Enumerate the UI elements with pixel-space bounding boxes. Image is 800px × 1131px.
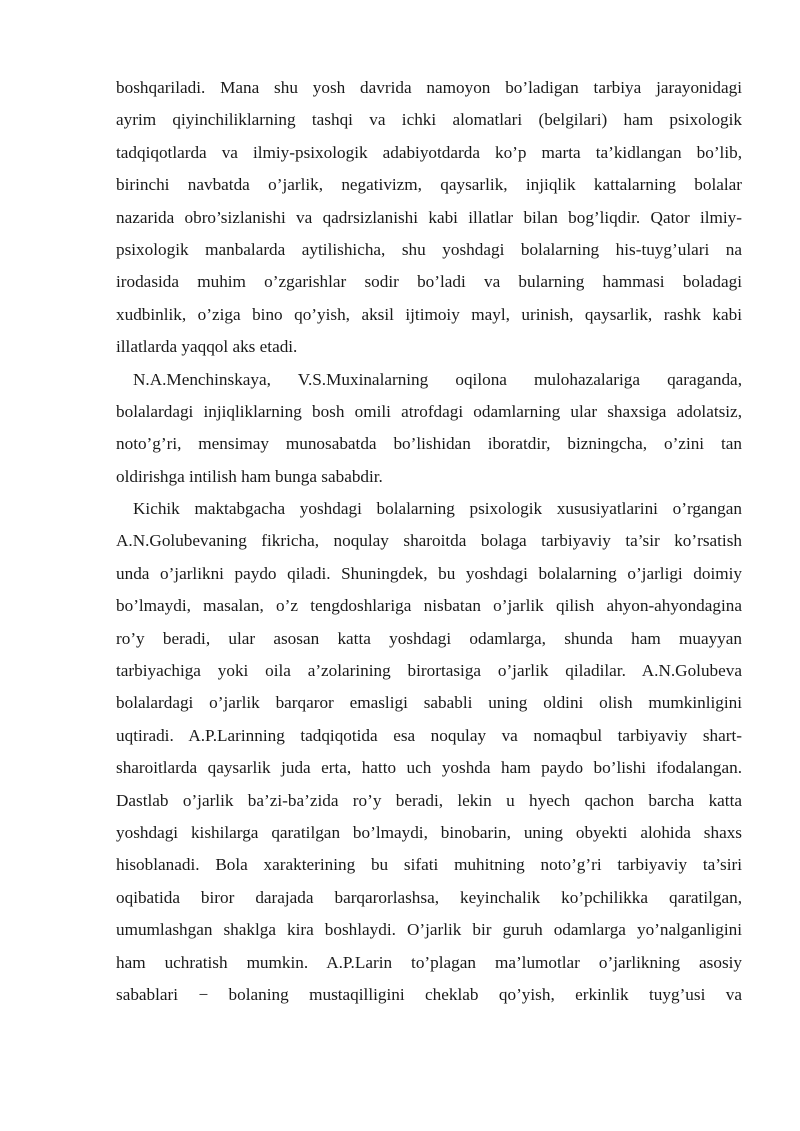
text-line: tadqiqotlarda va ilmiy-psixologik adabiyotdarda ko’p marta ta’kidlangan bo’lib,: [116, 142, 742, 162]
text-line: xudbinlik, o’ziga bino qo’yish, aksil ijtimoiy mayl, urinish, qaysarlik, rashk kabi: [116, 304, 742, 324]
paragraph: [116, 72, 742, 364]
text-line: ro’y beradi, ular asosan katta yoshdagi odamlarga, shunda ham muayyan: [116, 628, 742, 648]
text-line: A.N.Golubevaning fikricha, noqulay sharoitda bolaga tarbiyaviy ta’sir ko’rsatish: [116, 531, 742, 551]
text-line: umumlashgan shaklga kira boshlaydi. O’jarlik bir guruh odamlarga yo’nalganligini: [116, 920, 742, 940]
text-line: ham uchratish mumkin. A.P.Larin to’plagan ma’lumotlar o’jarlikning asosiy: [116, 952, 742, 972]
text-line: uqtiradi. A.P.Larinning tadqiqotida esa noqulay va nomaqbul tarbiyaviy shart-: [116, 725, 742, 745]
text-line: bolalardagi injiqliklarning bosh omili atrofdagi odamlarning ular shaxsiga adolatsiz,: [116, 401, 742, 421]
paragraph: [116, 493, 742, 1011]
text-line: Dastlab o’jarlik ba’zi-ba’zida ro’y beradi, lekin u hyech qachon barcha katta: [116, 790, 742, 810]
text-line: Kichik maktabgacha yoshdagi bolalarning psixologik xususiyatlarini o’rgangan: [133, 499, 742, 519]
text-line: ayrim qiyinchiliklarning tashqi va ichki alomatlari (belgilari) ham psixologik: [116, 110, 742, 130]
document-page: [116, 72, 742, 1011]
text-line: N.A.Menchinskaya, V.S.Muxinalarning oqilona mulohazalariga qaraganda,: [133, 369, 742, 389]
text-line: noto’g’ri, mensimay munosabatda bo’lishidan iboratdir, bizningcha, o’zini tan: [116, 434, 742, 454]
text-line: bo’lmaydi, masalan, o’z tengdoshlariga nisbatan o’jarlik qilish ahyon-ahyondagina: [116, 596, 742, 616]
text-line: tarbiyachiga yoki oila a’zolarining birortasiga o’jarlik qiladilar. A.N.Golubeva: [116, 661, 742, 681]
text-line: nazarida obro’sizlanishi va qadrsizlanishi kabi illatlar bilan bog’liqdir. Qator ilmiy-: [116, 207, 742, 227]
text-line: oldirishga intilish ham bunga sababdir.: [116, 466, 383, 486]
text-line: psixologik manbalarda aytilishicha, shu yoshdagi bolalarning his-tuyg’ulari na: [116, 239, 742, 259]
text-line: sabablari − bolaning mustaqilligini cheklab qo’yish, erkinlik tuyg’usi va: [116, 984, 742, 1004]
text-line: illatlarda yaqqol aks etadi.: [116, 337, 298, 357]
paragraph: [116, 364, 742, 494]
text-line: yoshdagi kishilarga qaratilgan bo’lmaydi, binobarin, uning obyekti alohida shaxs: [116, 822, 742, 842]
text-line: birinchi navbatda o’jarlik, negativizm, qaysarlik, injiqlik kattalarning bolalar: [116, 175, 742, 195]
text-line: boshqariladi. Mana shu yosh davrida namoyon bo’ladigan tarbiya jarayonidagi: [116, 78, 742, 97]
text-line: sharoitlarda qaysarlik juda erta, hatto uch yoshda ham paydo bo’lishi ifodalangan.: [116, 758, 742, 778]
text-line: hisoblanadi. Bola xarakterining bu sifati muhitning noto’g’ri tarbiyaviy ta’siri: [116, 855, 742, 875]
text-line: unda o’jarlikni paydo qiladi. Shuningdek, bu yoshdagi bolalarning o’jarligi doimiy: [116, 563, 742, 583]
text-line: bolalardagi o’jarlik barqaror emasligi sababli uning oldini olish mumkinligini: [116, 693, 742, 713]
text-line: irodasida muhim o’zgarishlar sodir bo’ladi va bularning hammasi boladagi: [116, 272, 742, 292]
text-line: oqibatida biror darajada barqarorlashsa, keyinchalik ko’pchilikka qaratilgan,: [116, 887, 742, 907]
